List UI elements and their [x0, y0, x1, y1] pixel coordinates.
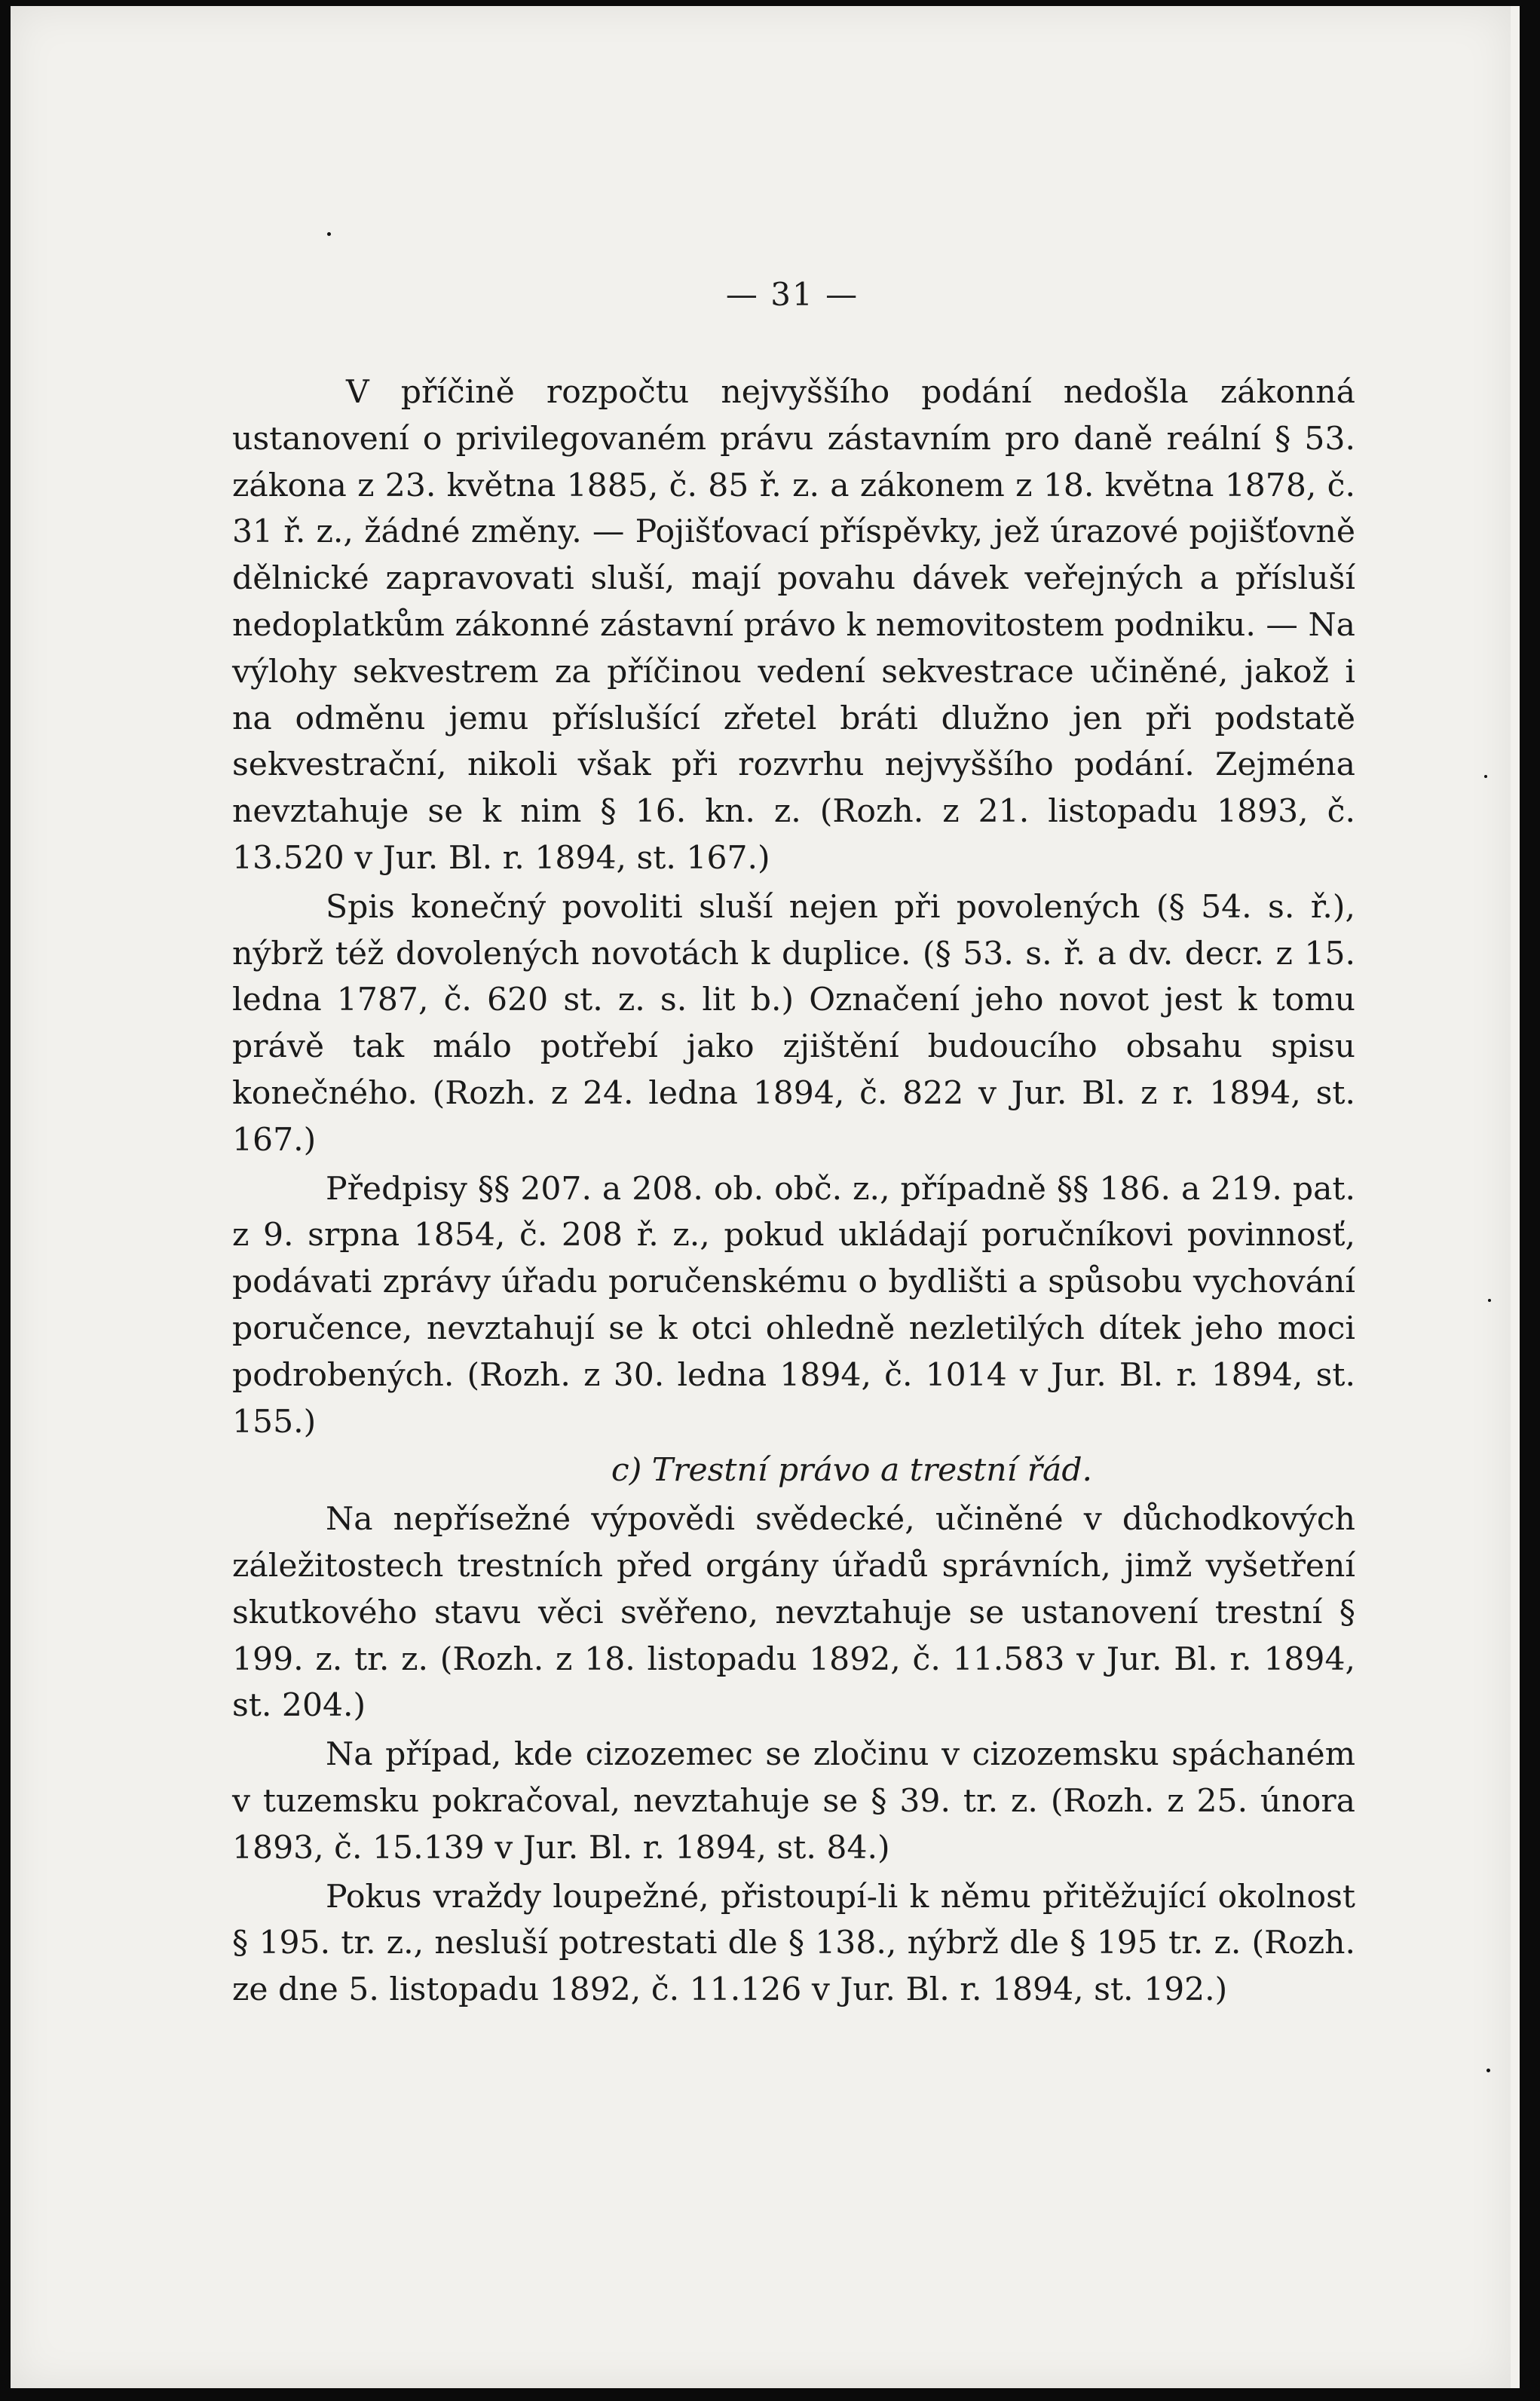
scan-speck	[1488, 1299, 1491, 1302]
paragraph: V příčině rozpočtu nejvyššího podání nedošla zákonná ustanovení o privilegovaném právu zástavním pro daně reální § 53. zákona z 23. května 1885, č. 85 ř. z. a zákonem z 18. května 1878, č. 31 ř. z., žádné změny. — Pojišťovací příspěvky, jež úrazové pojišťovně dělnické zapravovati sluší, mají povahu dávek veřejných a přísluší nedoplatkům zákonné zástavní právo k nemovitostem podniku. — Na výlohy sekvestrem za příčinou vedení sekvestrace učiněné, jakož i na odměnu jemu příslušící zřetel bráti dlužno jen při podstatě sekvestrační, nikoli však při rozvrhu nejvyššího podání. Zejména nevztahuje se k nim § 16. kn. z. (Rozh. z 21. listopadu 1893, č. 13.520 v Jur. Bl. r. 1894, st. 167.)	[232, 374, 1355, 877]
page-body	[232, 369, 1355, 2016]
paragraph: Předpisy §§ 207. a 208. ob. obč. z., případně §§ 186. a 219. pat. z 9. srpna 1854, č. 208 ř. z., pokud ukládají poručníkovi povinnosť, podávati zprávy úřadu poručenskému o bydlišti a spůsobu vychování poručence, nevztahují se k otci ohledně nezletilých dítek jeho moci podrobených. (Rozh. z 30. ledna 1894, č. 1014 v Jur. Bl. r. 1894, st. 155.)	[232, 1170, 1355, 1441]
scanned-page	[11, 6, 1520, 2388]
scan-speck	[327, 232, 331, 236]
paragraph: Na případ, kde cizozemec se zločinu v cizozemsku spáchaném v tuzemsku pokračoval, nevztahuje se § 39. tr. z. (Rozh. z 25. února 1893, č. 15.139 v Jur. Bl. r. 1894, st. 84.)	[232, 1736, 1355, 1867]
paragraph: Pokus vraždy loupežné, přistoupí-li k němu přitěžující okolnost § 195. tr. z., nesluší potrestati dle § 138., nýbrž dle § 195 tr. z. (Rozh. ze dne 5. listopadu 1892, č. 11.126 v Jur. Bl. r. 1894, st. 192.)	[232, 1878, 1355, 2009]
page-number: — 31 —	[725, 276, 859, 313]
scan-speck	[1484, 775, 1487, 778]
scan-speck	[1486, 2069, 1490, 2072]
section-heading: c) Trestní právo a trestní řád.	[611, 1452, 1093, 1490]
paragraph: Spis konečný povoliti sluší nejen při povolených (§ 54. s. ř.), nýbrž též dovolených novotách k duplice. (§ 53. s. ř. a dv. decr. z 15. ledna 1787, č. 620 st. z. s. lit b.) Označení jeho novot jest k tomu právě tak málo potřebí jako zjištění budoucího obsahu spisu konečného. (Rozh. z 24. ledna 1894, č. 822 v Jur. Bl. z r. 1894, st. 167.)	[232, 888, 1355, 1159]
paragraph: Na nepřísežné výpovědi svědecké, učiněné v důchodkových záležitostech trestních před orgány úřadů správních, jimž vyšetření skutkového stavu věci svěřeno, nevztahuje se ustanovení trestní § 199. z. tr. z. (Rozh. z 18. listopadu 1892, č. 11.583 v Jur. Bl. r. 1894, st. 204.)	[232, 1501, 1355, 1725]
